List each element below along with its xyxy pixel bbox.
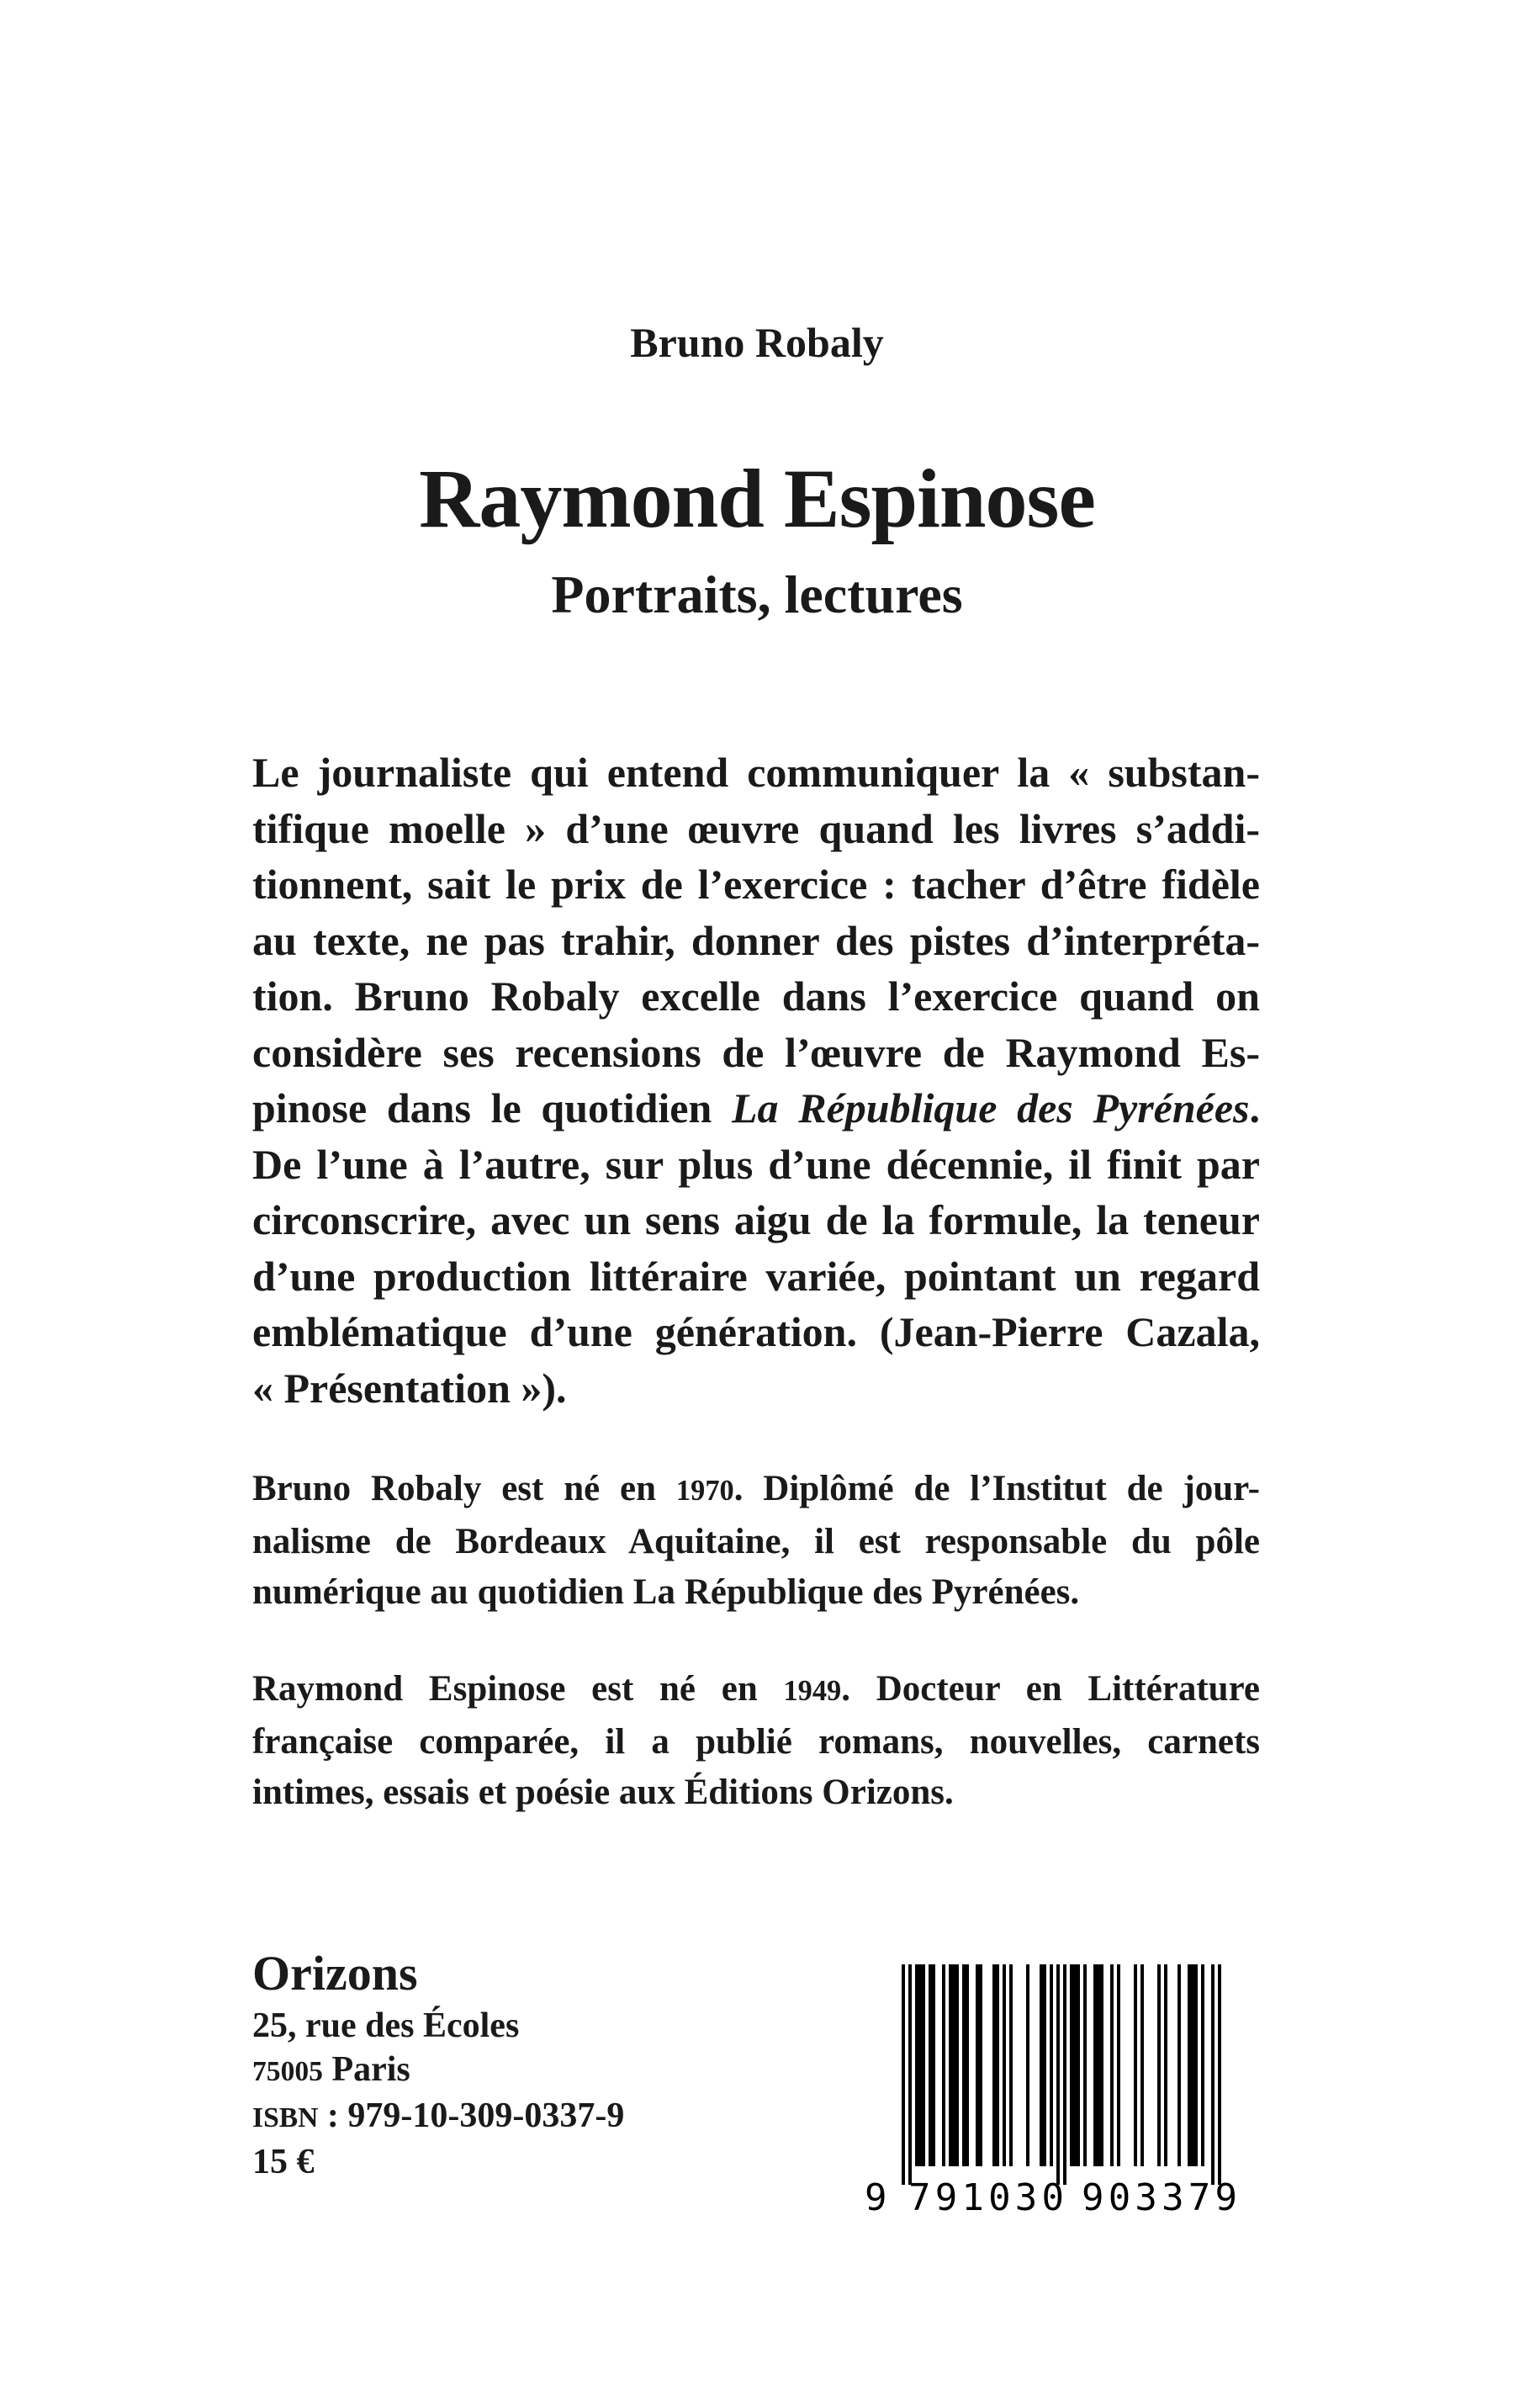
- blurb-line: tion. Bruno Robaly excelle dans l’exercice quand on: [252, 973, 1260, 1020]
- bio-text: . Docteur en Littérature: [841, 1669, 1260, 1709]
- barcode-first-digit: 9: [865, 2176, 887, 2217]
- blurb-line: au texte, ne pas trahir, donner des pistes d’interpréta-: [252, 916, 1260, 964]
- barcode-bar: [1140, 1964, 1144, 2166]
- blurb-line: De l’une à l’autre, sur plus d’une décennie, il finit par: [252, 1140, 1260, 1188]
- barcode-bar: [1073, 1964, 1077, 2166]
- barcode-bar: [1063, 1964, 1066, 2185]
- barcode-bar: [1177, 1964, 1181, 2166]
- newspaper-title: La République des Pyrénées: [732, 1084, 1250, 1132]
- isbn-label: ISBN: [252, 2102, 319, 2133]
- blurb-line: considère ses recensions de l’œuvre de Raymond Es-: [252, 1028, 1260, 1076]
- barcode-bar: [1083, 1964, 1087, 2166]
- birth-year: 1970: [675, 1475, 734, 1507]
- barcode-bar: [1117, 1964, 1120, 2166]
- publisher-address: 25, rue des Écoles: [252, 2006, 520, 2045]
- barcode-bar: [1134, 1964, 1137, 2166]
- barcode-bar: [949, 1964, 952, 2166]
- barcode-bar: [1043, 1964, 1046, 2166]
- postcode: 75005: [252, 2056, 323, 2087]
- bio-line: française comparée, il a publié romans, nouvelles, carnets: [252, 1721, 1260, 1762]
- barcode-bar: [976, 1964, 979, 2166]
- barcode-bar: [932, 1964, 935, 2166]
- publisher-city-line: [252, 2048, 841, 2094]
- barcode-bar: [1164, 1964, 1167, 2166]
- bio-line: [252, 1664, 1260, 1717]
- bio-text: Raymond Espinose est né en: [252, 1669, 784, 1709]
- blurb-text: pinose dans le quotidien: [252, 1084, 733, 1132]
- blurb-paragraph: [252, 745, 1260, 1416]
- blurb-line: tionnent, sait le prix de l’exercice : tacher d’être fidèle: [252, 861, 1260, 908]
- book-subtitle: Portraits, lectures: [551, 564, 963, 624]
- barcode-bar: [1056, 1964, 1060, 2185]
- birth-year: 1949: [783, 1675, 842, 1707]
- barcode-bar: [1201, 1964, 1204, 2166]
- barcode-bar: [1040, 1964, 1043, 2166]
- barcode-bar: [1211, 1964, 1215, 2185]
- barcode-bar: [918, 1964, 922, 2166]
- barcode-bar: [1097, 1964, 1100, 2166]
- barcode-bar: [922, 1964, 925, 2166]
- barcode-bar: [1093, 1964, 1097, 2166]
- bio-line: [252, 1464, 1260, 1517]
- author-bio: [252, 1464, 1260, 1619]
- blurb-line: « Présentation »).: [252, 1364, 567, 1412]
- barcode-right-digits: 903379: [1082, 2176, 1237, 2217]
- barcode-bar: [1050, 1964, 1053, 2166]
- barcode-bar: [929, 1964, 932, 2166]
- barcode-bar: [952, 1964, 955, 2166]
- barcode-bar: [1218, 1964, 1221, 2185]
- barcode-bar: [1191, 1964, 1194, 2166]
- bio-text: Bruno Robaly est né en: [252, 1469, 676, 1508]
- barcode-bar: [902, 1964, 905, 2185]
- barcode-bar: [1194, 1964, 1198, 2166]
- book-title: Raymond Espinose: [419, 452, 1095, 545]
- isbn-barcode: [860, 1964, 1263, 2217]
- barcode-bar: [979, 1964, 982, 2166]
- price: 15 €: [252, 2143, 315, 2181]
- barcode-bar: [1070, 1964, 1073, 2166]
- barcode-bar: [955, 1964, 959, 2166]
- book-author: Bruno Robaly: [630, 319, 884, 366]
- blurb-line: d’une production littéraire variée, pointant un regard: [252, 1252, 1260, 1300]
- barcode-bar: [962, 1964, 966, 2166]
- barcode-bar: [1003, 1964, 1006, 2166]
- blurb-text: .: [1249, 1084, 1260, 1132]
- publisher-name: Orizons: [252, 1946, 418, 2001]
- blurb-line: Le journaliste qui entend communiquer la « substan-: [252, 749, 1260, 796]
- barcode-bar: [1157, 1964, 1161, 2166]
- bio-line: intimes, essais et poésie aux Éditions Orizons.: [252, 1773, 954, 1812]
- barcode-bar: [992, 1964, 996, 2166]
- city: Paris: [322, 2050, 410, 2089]
- blurb-line: [252, 1080, 1260, 1137]
- barcode-bar: [942, 1964, 945, 2166]
- barcode-bar: [915, 1964, 918, 2166]
- barcode-bar: [908, 1964, 912, 2185]
- barcode-bars: [902, 1964, 1221, 2185]
- isbn-line: [252, 2094, 841, 2140]
- bio-text: . Diplômé de l’Institut de jour-: [733, 1469, 1260, 1508]
- barcode-bar: [1009, 1964, 1013, 2166]
- isbn-value: : 979-10-309-0337-9: [318, 2096, 625, 2135]
- subject-bio: [252, 1664, 1260, 1819]
- barcode-bar: [1188, 1964, 1191, 2166]
- bio-line: nalisme de Bordeaux Aquitaine, il est responsable du pôle: [252, 1521, 1260, 1561]
- bio-line: numérique au quotidien La République des Pyrénées.: [252, 1572, 1080, 1612]
- barcode-bar: [1100, 1964, 1103, 2166]
- blurb-line: emblématique d’une génération. (Jean-Pierre Cazala,: [252, 1308, 1260, 1355]
- blurb-line: tifique moelle » d’une œuvre quand les livres s’addi-: [252, 804, 1260, 852]
- blurb-line: circonscrire, avec un sens aigu de la formule, la teneur: [252, 1196, 1260, 1243]
- barcode-bar: [1077, 1964, 1080, 2166]
- barcode-left-digits: 791030: [908, 2176, 1064, 2217]
- barcode-bar: [966, 1964, 969, 2166]
- barcode-bar: [996, 1964, 999, 2166]
- barcode-bar: [1026, 1964, 1029, 2166]
- publisher-block: [252, 1943, 841, 2184]
- barcode-bar: [1110, 1964, 1114, 2166]
